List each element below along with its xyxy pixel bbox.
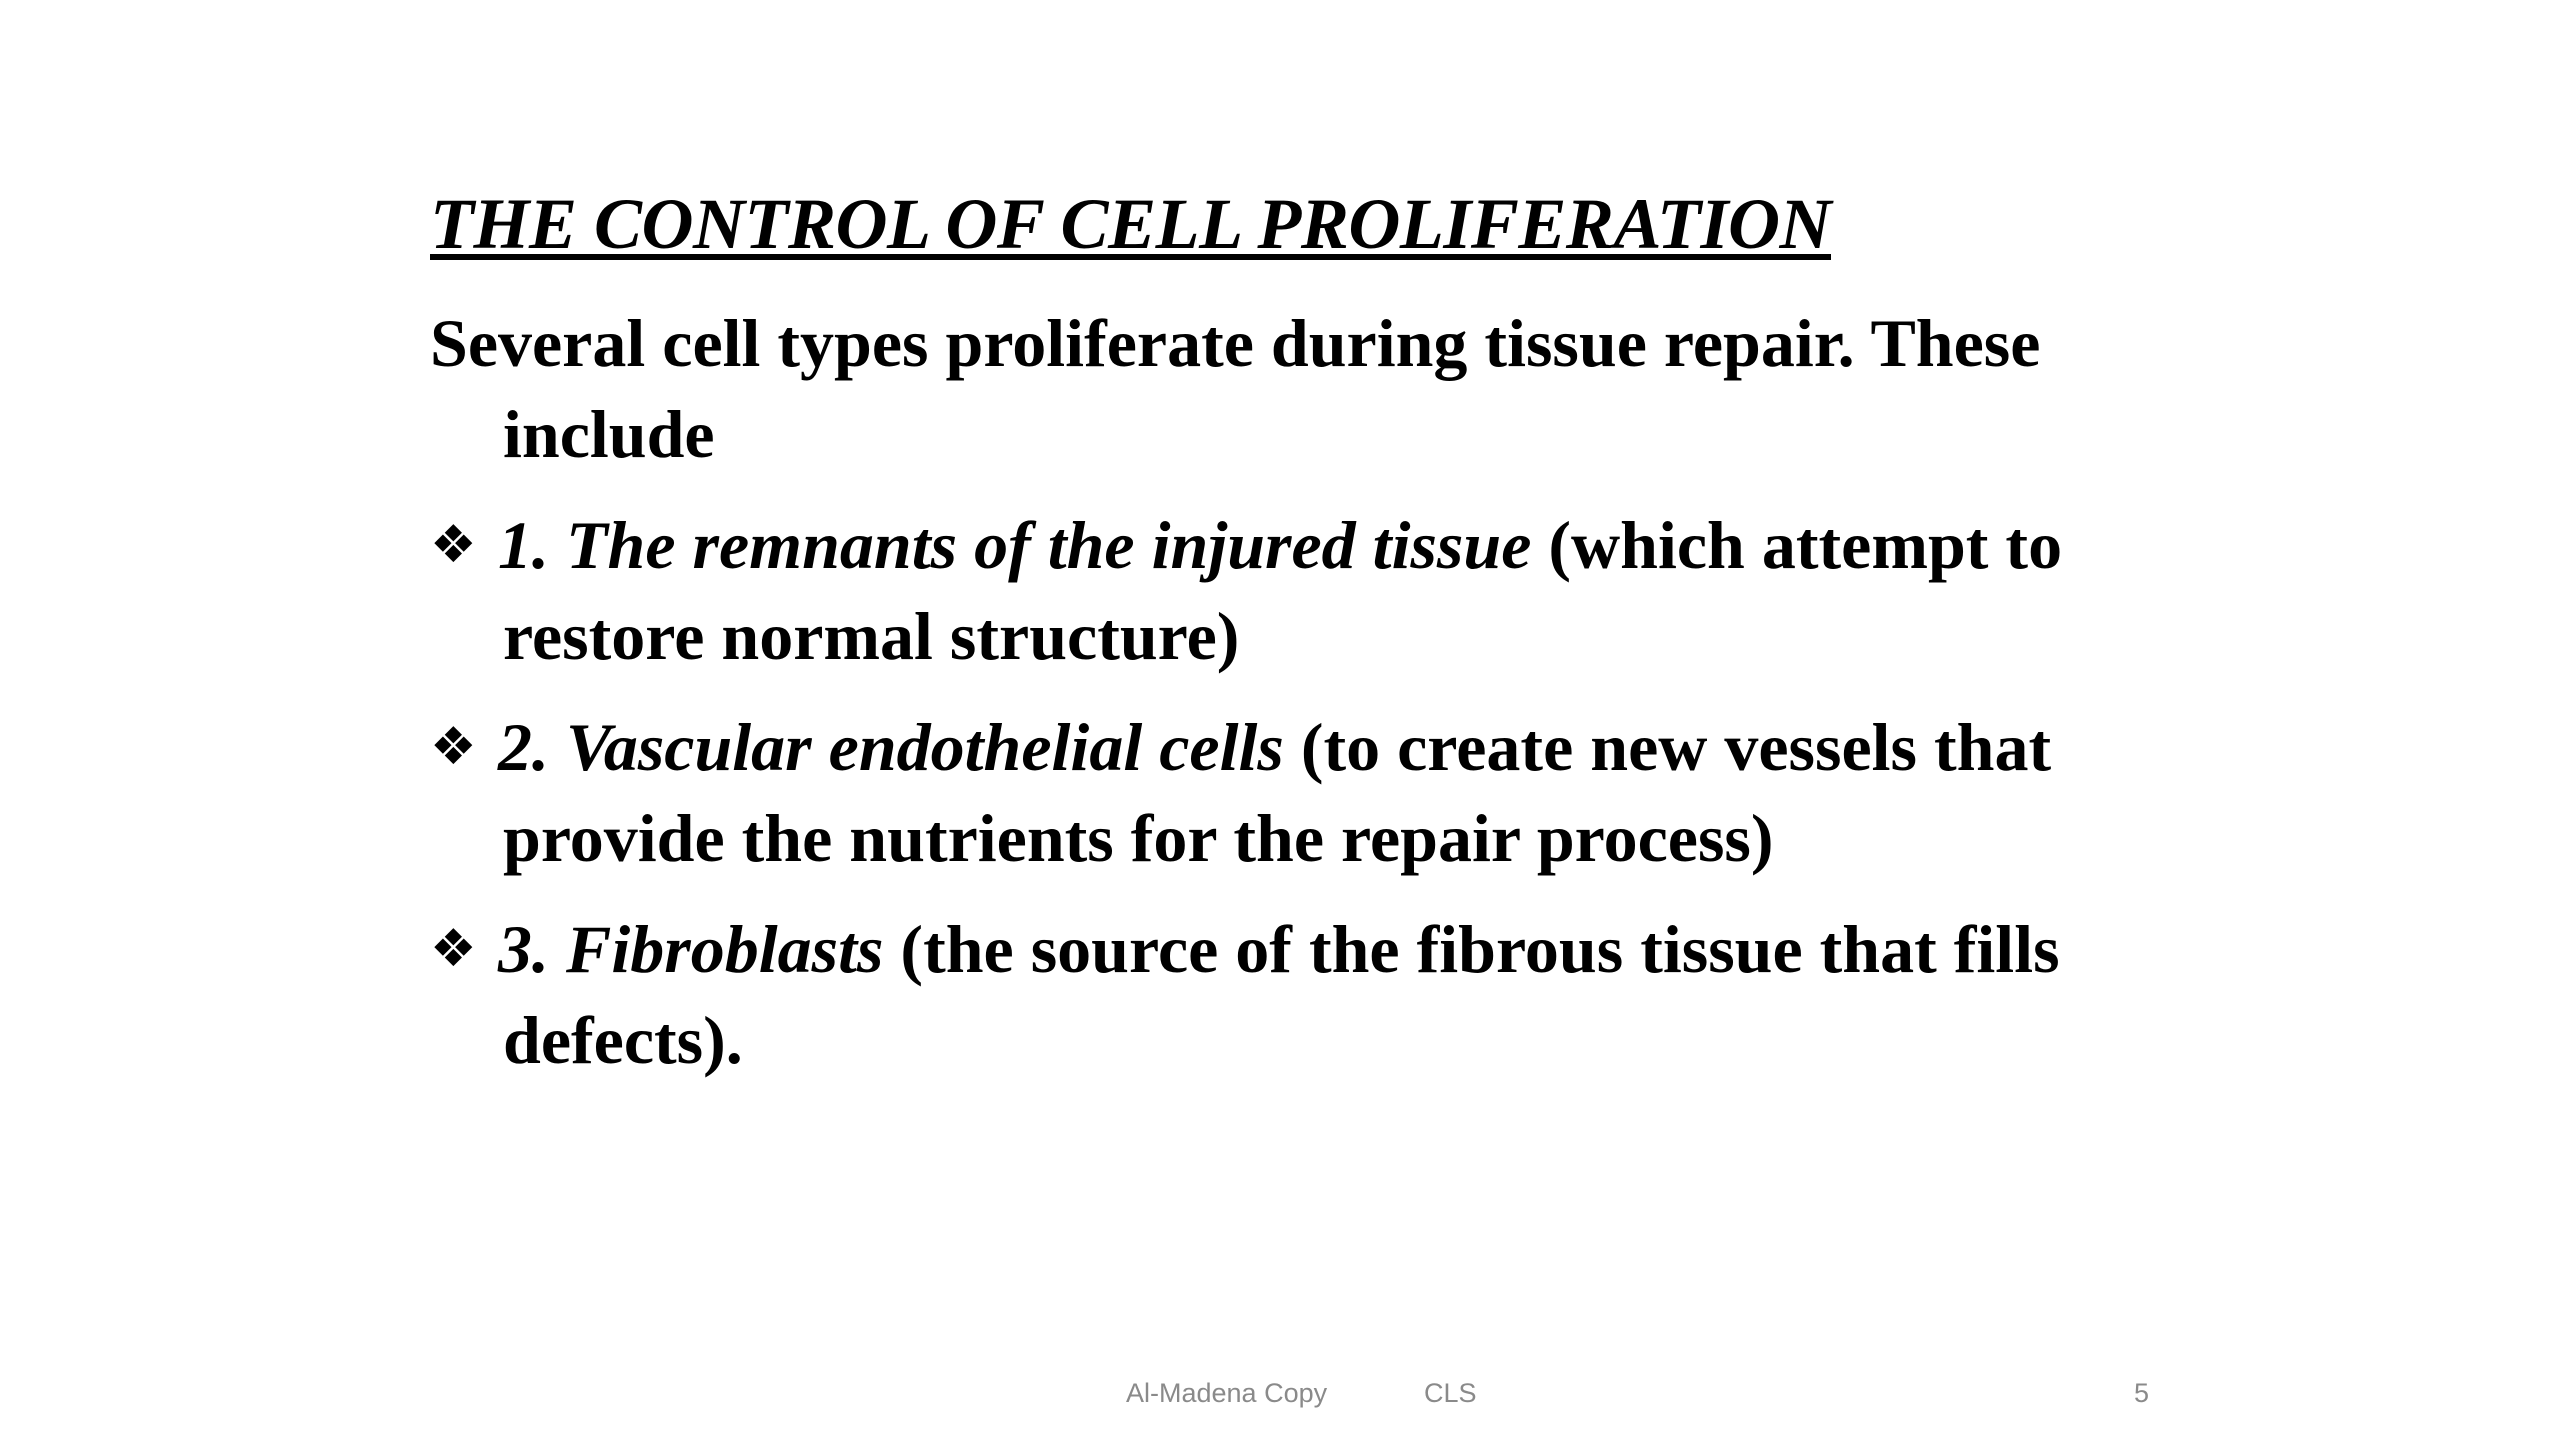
list-item xyxy=(430,500,2090,682)
list-item xyxy=(430,904,2090,1086)
list-item-emphasis: 1. The remnants of the injured tissue xyxy=(498,507,1532,583)
four-diamond-bullet-icon: ❖ xyxy=(430,515,477,575)
list-item-text: (to create new vessels that provide the nutrients for the repair process) xyxy=(503,709,2052,876)
slide-number: 5 xyxy=(2134,1378,2150,1408)
list-item xyxy=(430,702,2090,884)
footer-left-text: Al-Madena Copy xyxy=(1126,1378,1328,1408)
list-item-text: (which attempt to restore normal structure) xyxy=(503,507,2063,674)
intro-paragraph: Several cell types proliferate during tissue repair. These include xyxy=(430,305,2041,472)
four-diamond-bullet-icon: ❖ xyxy=(430,919,477,979)
slide-title: THE CONTROL OF CELL PROLIFERATION xyxy=(430,184,1831,264)
list-item-text: (the source of the fibrous tissue that fills defects). xyxy=(503,911,2060,1078)
four-diamond-bullet-icon: ❖ xyxy=(430,717,477,777)
list-item-emphasis: 3. Fibroblasts xyxy=(498,911,884,987)
slide-body xyxy=(430,298,2090,1106)
list-item-emphasis: 2. Vascular endothelial cells xyxy=(498,709,1284,785)
footer-center-text: CLS xyxy=(1424,1378,1477,1408)
